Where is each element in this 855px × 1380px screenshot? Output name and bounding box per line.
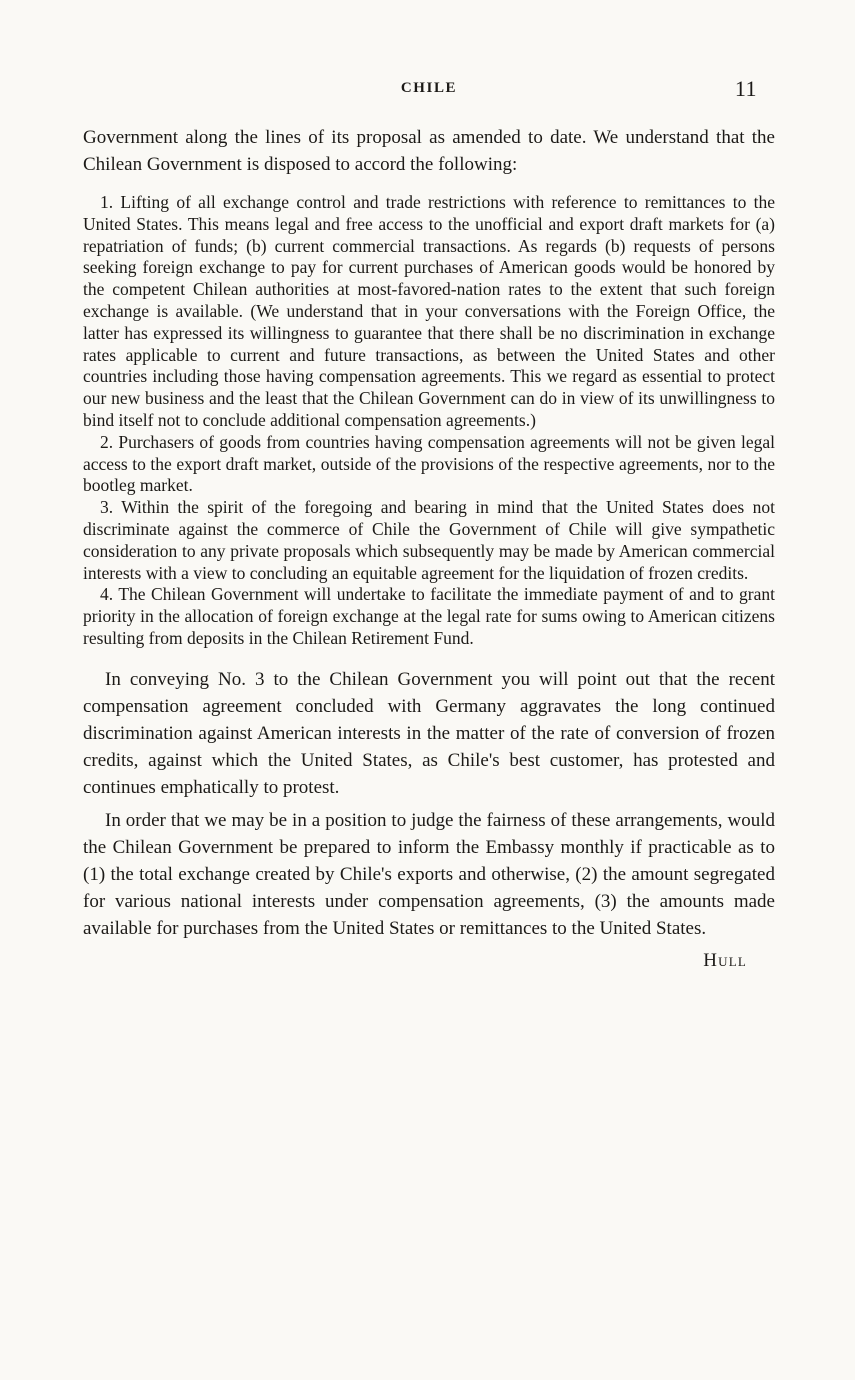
intro-paragraph: Government along the lines of its proposal as amended to date. We understand that the Chilean Government is disposed to accord the following: (83, 127, 775, 175)
closing-section (83, 666, 775, 942)
page-number: 11 (734, 76, 757, 101)
signature: Hull (703, 949, 747, 971)
numbered-item-2: 2. Purchasers of goods from countries having compensation agreements will not be given legal access to the export draft market, outside of the provisions of the respective agreements, nor to the bootleg market. (83, 431, 775, 496)
running-title: CHILE (400, 80, 458, 96)
page-header (83, 76, 775, 106)
numbered-items-section (83, 192, 775, 650)
closing-paragraph-2: In order that we may be in a position to judge the fairness of these arrangements, would the Chilean Government be prepared to inform the Embassy monthly if practicable as to (1) the total exchange created by Chile's exports and otherwise, (2) the amount segregated for various national interests under compensation agreements, (3) the amounts made available for purchases from the United States or remittances to the United States. (83, 809, 775, 939)
numbered-item-4: 4. The Chilean Government will undertake to facilitate the immediate payment of and to grant priority in the allocation of foreign exchange at the legal rate for sums owing to American citizens resulting from deposits in the Chilean Retirement Fund. (83, 584, 775, 648)
numbered-item-1: 1. Lifting of all exchange control and trade restrictions with reference to remittances to the United States. This means legal and free access to the unofficial and export draft markets for (a) repatriation of funds; (b) current commercial transactions. As regards (b) requests of persons seeking foreign exchange to pay for current purchases of American goods would be honored by the competent Chilean authorities at most-favored-nation rates to the extent that such foreign exchange is available. (We understand that in your conversations with the Foreign Office, the latter has expressed its willingness to guarantee that there shall be no discrimination in exchange rates applicable to current and future transactions, as between the United States and other countries including those having compensation agreements. This we regard as essential to protect our new business and the least that the Chilean Government can do in view of its unwillingness to bind itself not to conclude additional compensation agreements.) (83, 192, 775, 430)
closing-paragraph-1: In conveying No. 3 to the Chilean Government you will point out that the recent compensation agreement concluded with Germany aggravates the long continued discrimination against American interests in the matter of the rate of conversion of frozen credits, against which the United States, as Chile's best customer, has protested and continues emphatically to protest. (83, 668, 775, 798)
numbered-item-3: 3. Within the spirit of the foregoing and bearing in mind that the United States does not discriminate against the commerce of Chile the Government of Chile will give sympathetic consideration to any private proposals which subsequently may be made by American commercial interests with a view to concluding an equitable agreement for the liquidation of frozen credits. (83, 497, 775, 583)
